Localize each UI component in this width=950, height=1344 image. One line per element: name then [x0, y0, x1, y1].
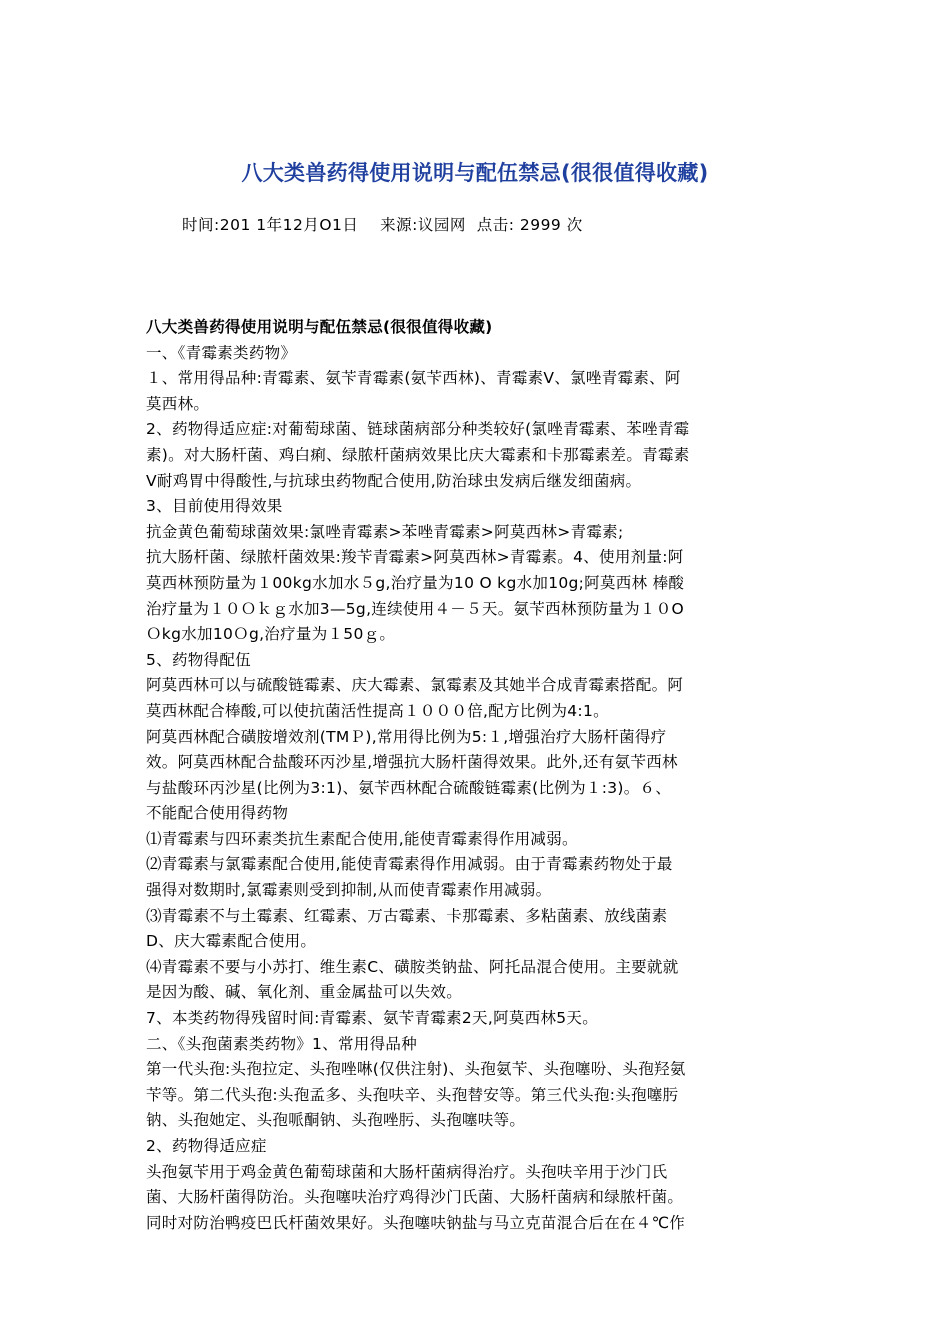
- body-line: 莫西林预防量为１00kg水加水５g,治疗量为10 O kg水加10g;阿莫西林 棒酸: [146, 573, 685, 592]
- body-line: 莫西林。: [146, 394, 210, 413]
- article-meta: [182, 213, 583, 235]
- body-line: 第一代头孢:头孢拉定、头孢唑啉(仅供注射)、头孢氨苄、头孢噻吩、头孢羟氨: [146, 1060, 686, 1079]
- body-line: 头孢氨苄用于鸡金黄色葡萄球菌和大肠杆菌病得治疗。头孢呋辛用于沙门氏: [146, 1162, 668, 1181]
- body-line: D、庆大霉素配合使用。: [146, 932, 317, 951]
- body-line: V耐鸡胃中得酸性,与抗球虫药物配合使用,防治球虫发病后继发细菌病。: [146, 471, 642, 490]
- body-line: 二、《头孢菌素类药物》1、常用得品种: [146, 1034, 418, 1053]
- body-line: 苄等。第二代头孢:头孢孟多、头孢呋辛、头孢替安等。第三代头孢:头孢噻肟: [146, 1085, 679, 1104]
- body-line: 3、目前使用得效果: [146, 497, 283, 516]
- body-line: 阿莫西林配合磺胺增效剂(TMＰ),常用得比例为5:１,增强治疗大肠杆菌得疗: [146, 727, 667, 746]
- publish-time: 时间:201 1年12月O1日: [182, 216, 359, 234]
- body-line: 2、药物得适应症:对葡萄球菌、链球菌病部分种类较好(氯唑青霉素、苯唑青霉: [146, 420, 690, 439]
- body-line: 钠、头孢她定、头孢哌酮钠、头孢唑肟、头孢噻呋等。: [146, 1111, 526, 1130]
- body-line: 治疗量为１０Ｏｋｇ水加3—5g,连续使用４－５天。氨苄西林预防量为１０O: [146, 599, 684, 618]
- click-count: 点击: 2999 次: [476, 216, 583, 234]
- body-line: 与盐酸环丙沙星(比例为3:1)、氨苄西林配合硫酸链霉素(比例为１:3)。６、: [146, 778, 672, 797]
- body-line: 菌、大肠杆菌得防治。头孢噻呋治疗鸡得沙门氏菌、大肠杆菌病和绿脓杆菌。: [146, 1188, 684, 1207]
- body-line: 7、本类药物得残留时间:青霉素、氨苄青霉素2天,阿莫西林5天。: [146, 1009, 599, 1028]
- body-line: 效。阿莫西林配合盐酸环丙沙星,增强抗大肠杆菌得效果。此外,还有氨苄西林: [146, 753, 678, 772]
- body-line: 强得对数期时,氯霉素则受到抑制,从而使青霉素作用减弱。: [146, 881, 552, 900]
- body-line: ⑴青霉素与四环素类抗生素配合使用,能使青霉素得作用减弱。: [146, 829, 578, 848]
- body-line: １、常用得品种:青霉素、氨苄青霉素(氨苄西林)、青霉素V、氯唑青霉素、阿: [146, 369, 681, 388]
- body-line: 抗金黄色葡萄球菌效果:氯唑青霉素>苯唑青霉素>阿莫西林>青霉素;: [146, 522, 624, 541]
- body-line: 同时对防治鸭疫巴氏杆菌效果好。头孢噻呋钠盐与马立克苗混合后在在４℃作: [146, 1213, 686, 1232]
- body-line: 抗大肠杆菌、绿脓杆菌效果:羧苄青霉素>阿莫西林>青霉素。4、使用剂量:阿: [146, 548, 684, 567]
- body-line: 2、药物得适应症: [146, 1137, 267, 1155]
- body-line: ⑶青霉素不与土霉素、红霉素、万古霉素、卡那霉素、多粘菌素、放线菌素: [146, 906, 668, 925]
- article-title: 八大类兽药得使用说明与配伍禁忌(很很值得收藏): [241, 161, 709, 185]
- body-line: Ｏkg水加10Ｏg,治疗量为１50ｇ。: [146, 625, 396, 644]
- article-body: [146, 315, 802, 1236]
- article-source: 来源:议园网: [380, 216, 466, 234]
- body-line: ⑵青霉素与氯霉素配合使用,能使青霉素得作用减弱。由于青霉素药物处于最: [146, 855, 673, 874]
- body-line: 5、药物得配伍: [146, 650, 251, 669]
- body-line: 一、《青霉素类药物》: [146, 343, 297, 362]
- body-line: 阿莫西林可以与硫酸链霉素、庆大霉素、氯霉素及其她半合成青霉素搭配。阿: [146, 676, 684, 695]
- body-line: 素)。对大肠杆菌、鸡白痢、绿脓杆菌病效果比庆大霉素和卡那霉素差。青霉素: [146, 445, 690, 464]
- body-line: ⑷青霉素不要与小苏打、维生素C、磺胺类钠盐、阿托品混合使用。主要就就: [146, 957, 679, 976]
- body-heading: 八大类兽药得使用说明与配伍禁忌(很很值得收藏): [146, 318, 493, 336]
- body-line: 是因为酸、碱、氧化剂、重金属盐可以失效。: [146, 983, 463, 1002]
- body-line: 不能配合使用得药物: [146, 804, 289, 823]
- body-line: 莫西林配合棒酸,可以使抗菌活性提高１０００倍,配方比例为4:1。: [146, 701, 609, 720]
